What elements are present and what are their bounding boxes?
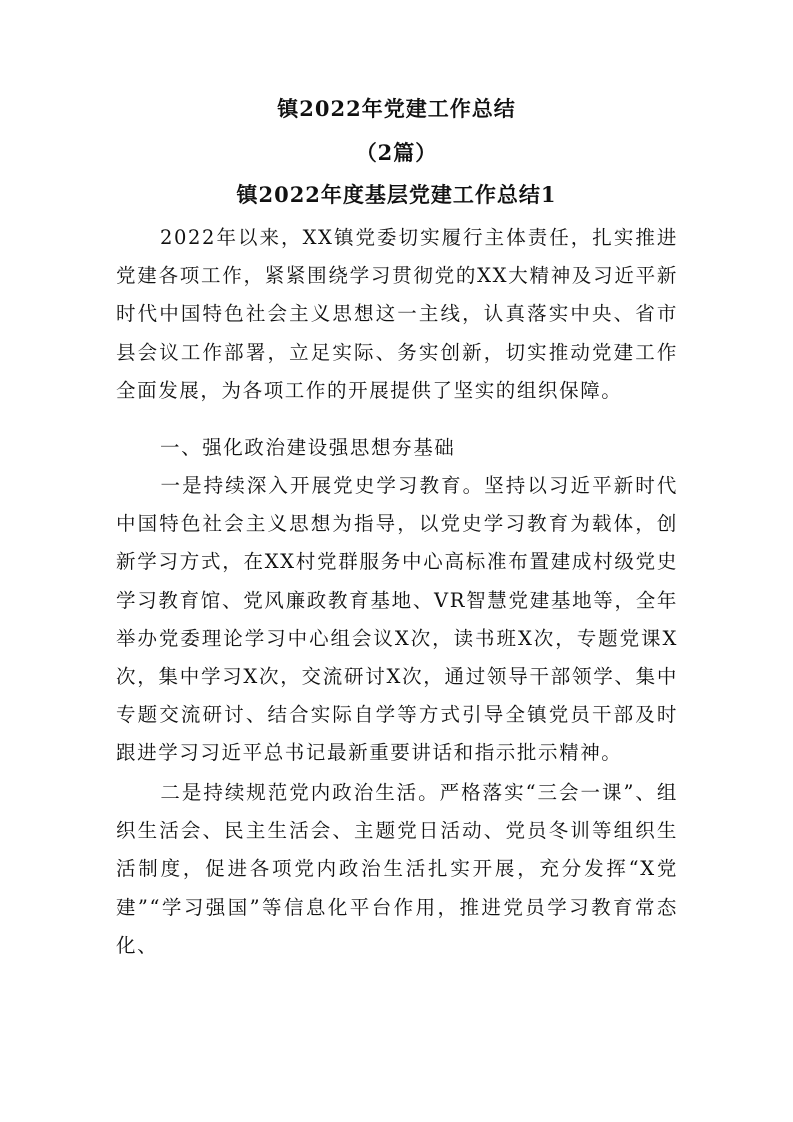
paragraph-text: 二是持续规范党内政治生活。严格落实“三会一课”、组织生活会、民主生活会、主题党日活动、党员冬训等组织生活制度，促进各项党内政治生活扎实开展，充分发挥“X党建”“学习强国”等信息化平台作用，推进党员学习教育常态化、 <box>116 781 678 957</box>
section-heading-text: 一、强化政治建设强思想夯基础 <box>160 436 456 459</box>
paragraph-text: 2022年以来，XX镇党委切实履行主体责任，扎实推进党建各项工作，紧紧围绕学习贯彻党的XX大精神及习近平新时代中国特色社会主义思想这一主线，认真落实中央、省市县会议工作部署，立足实际、务实创新，切实推动党建工作全面发展，为各项工作的开展提供了坚实的组织保障。 <box>116 226 678 402</box>
article-title: 镇2022年度基层党建工作总结1 <box>236 182 557 207</box>
document-title: 镇2022年党建工作总结 <box>277 96 516 121</box>
paragraph-intro <box>116 219 678 410</box>
paragraph-text: 一是持续深入开展党史学习教育。坚持以习近平新时代中国特色社会主义思想为指导，以党史学习教育为载体，创新学习方式，在XX村党群服务中心高标准布置建成村级党史学习教育馆、党风廉政教育基地、VR智慧党建基地等，全年举办党委理论学习中心组会议X次，读书班X次，专题党课X次，集中学习X次，交流研讨X次，通过领导干部领学、集中专题交流研讨、结合实际自学等方式引导全镇党员干部及时跟进学习习近平总书记最新重要讲话和指示批示精神。 <box>116 474 678 765</box>
paragraph-political-life <box>116 774 678 965</box>
paragraph-party-history <box>116 467 678 773</box>
section-heading <box>116 429 678 467</box>
document-subtitle: （2篇） <box>355 140 438 165</box>
